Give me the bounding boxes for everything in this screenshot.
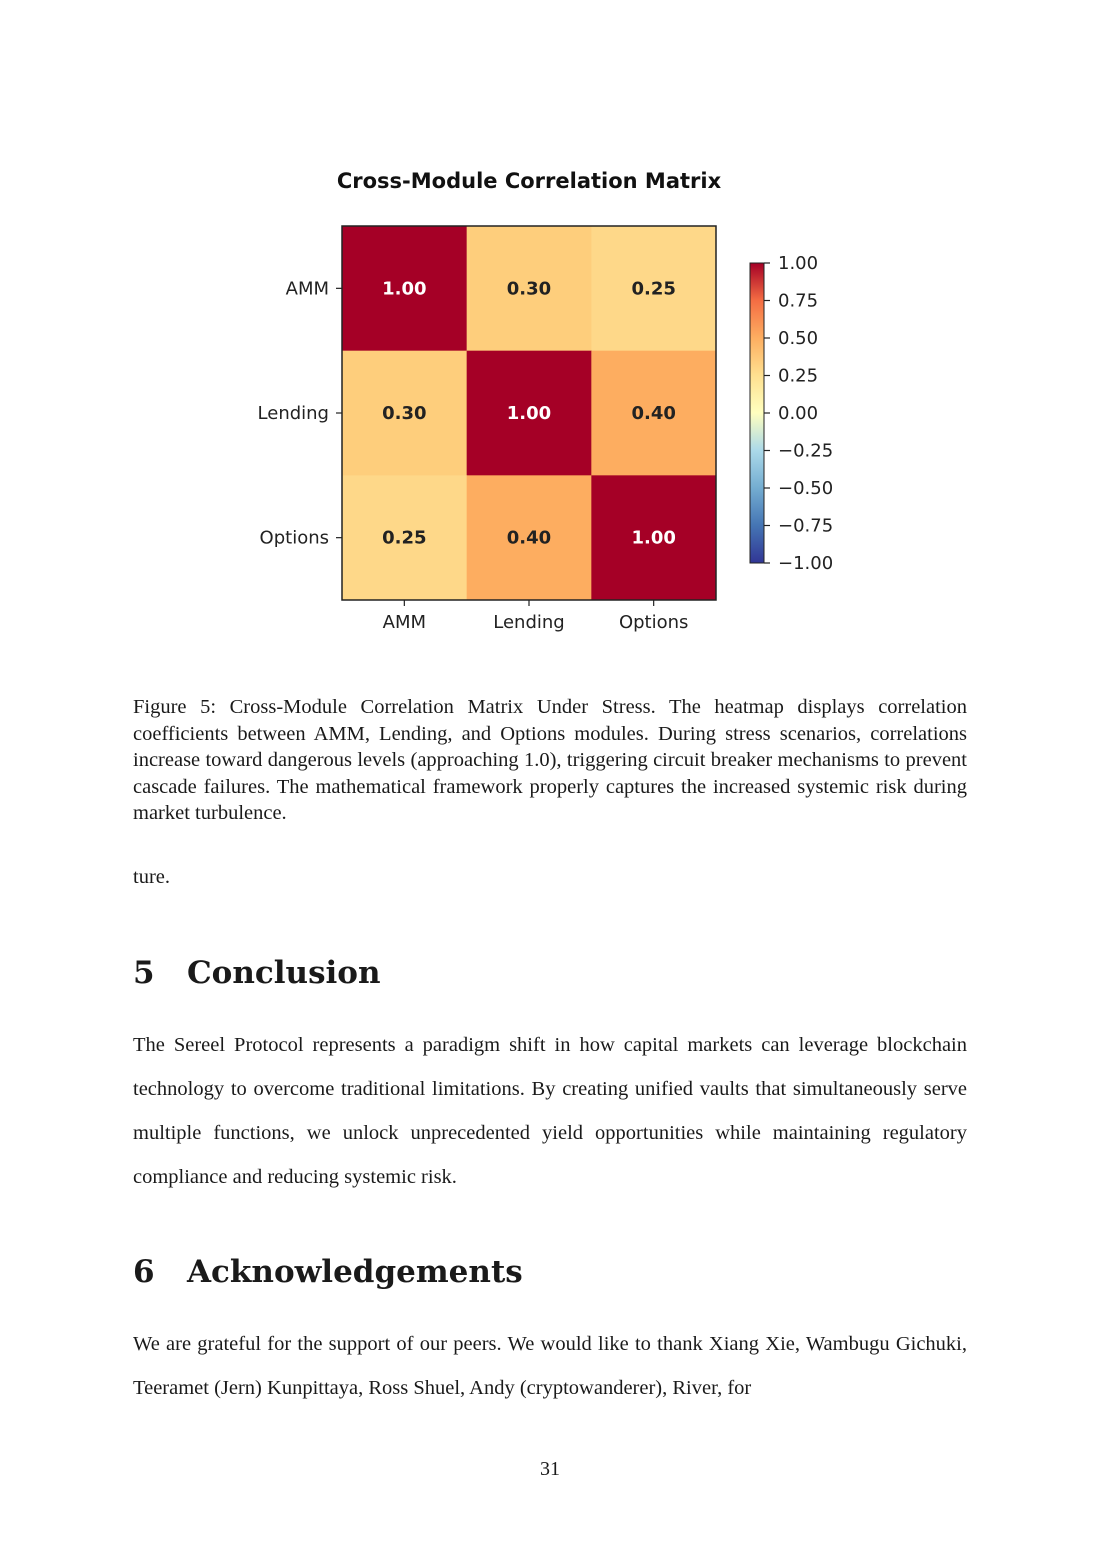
cell-value-label: 0.25 — [382, 527, 427, 549]
colorbar-tick-label: −0.75 — [778, 515, 834, 537]
colorbar — [750, 263, 764, 563]
colorbar-tick-label: 0.75 — [778, 290, 819, 312]
page-number: 31 — [540, 1458, 560, 1480]
colorbar-tick-label: 0.50 — [778, 328, 819, 349]
colorbar-tick-label: 1.00 — [778, 253, 819, 274]
section-heading-acknowledgements — [133, 1254, 523, 1290]
x-tick-label: Options — [618, 612, 689, 633]
section-number: 6 — [133, 1254, 155, 1290]
x-tick-label: Lending — [493, 612, 565, 633]
correlation-heatmap-figure — [0, 0, 1100, 660]
section-number: 5 — [133, 955, 155, 991]
cell-value-label: 0.40 — [506, 527, 552, 549]
cell-value-label: 1.00 — [631, 527, 676, 549]
section-heading-conclusion — [133, 955, 381, 991]
colorbar-tick-label: 0.25 — [778, 365, 819, 387]
cell-value-label: 0.40 — [631, 403, 676, 424]
cell-value-label: 0.25 — [631, 278, 676, 300]
section-title: Acknowledgements — [187, 1254, 523, 1290]
cell-value-label: 1.00 — [506, 403, 552, 424]
y-tick-label: Lending — [257, 403, 329, 424]
acknowledgements-paragraph: We are grateful for the support of our peers. We would like to thank Xiang Xie, Wambugu Gichuki, Teeramet (Jern) Kunpittaya, Ross Shuel, Andy (cryptowanderer), River, for — [133, 1333, 967, 1399]
x-tick-label: AMM — [382, 612, 427, 633]
cell-value-label: 1.00 — [382, 278, 427, 300]
figure-caption: Figure 5: Cross-Module Correlation Matrix Under Stress. The heatmap displays correlation coefficients between AMM, Lending, and Options modules. During stress scenarios, correlations increase toward dangerous levels (approaching 1.0), triggering circuit breaker mechanisms to prevent cascade failures. The mathematical framework properly captures the increased systemic risk during market turbulence. — [133, 696, 967, 824]
colorbar-tick-label: 0.00 — [778, 403, 819, 424]
colorbar-tick-label: −0.50 — [778, 478, 834, 499]
colorbar-tick-label: −1.00 — [778, 553, 834, 574]
cell-value-label: 0.30 — [506, 278, 552, 300]
y-tick-label: AMM — [285, 278, 329, 300]
cell-value-label: 0.30 — [382, 403, 427, 424]
section-title: Conclusion — [187, 955, 381, 991]
text-fragment: ture. — [133, 866, 170, 888]
chart-title: Cross-Module Correlation Matrix — [336, 169, 722, 193]
y-tick-label: Options — [259, 527, 329, 549]
conclusion-paragraph: The Sereel Protocol represents a paradigm shift in how capital markets can leverage blockchain technology to overcome traditional limitations. By creating unified vaults that simultaneously serve multiple functions, we unlock unprecedented yield opportunities while maintaining regulatory compliance and reducing systemic risk. — [133, 1034, 967, 1188]
colorbar-tick-label: −0.25 — [778, 440, 834, 462]
